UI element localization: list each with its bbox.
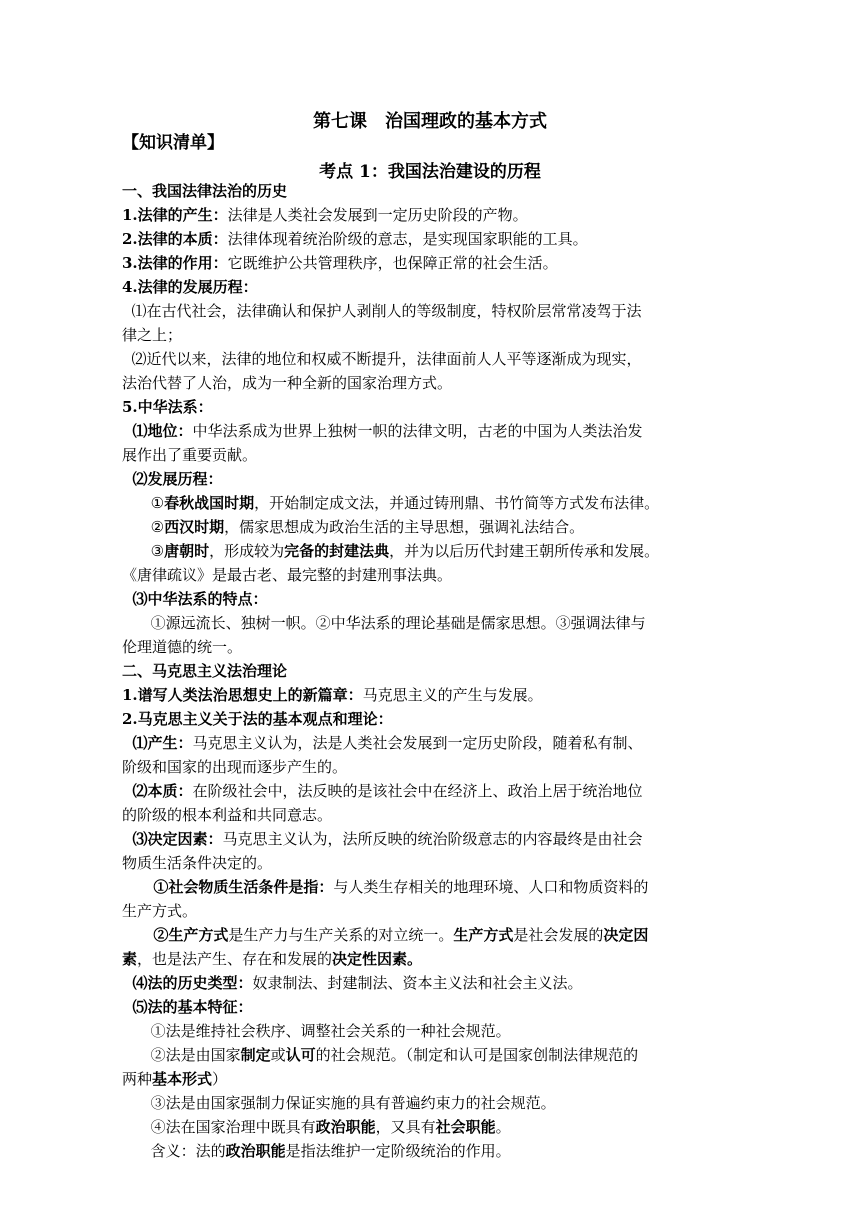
bold-text: ⑶中华法系的特点： (122, 590, 268, 608)
text-line (122, 299, 742, 323)
text-line (122, 419, 742, 443)
bold-text: ⑶决定因素： (122, 830, 223, 848)
text-run: ，又具有 (375, 1118, 436, 1136)
text-run: 。 (495, 1118, 511, 1136)
text-run: 《唐律疏议》是最古老、最完整的封建刑事法典。 (122, 566, 453, 584)
bold-text: 1.法律的产生： (122, 206, 228, 224)
bold-text: 认可 (285, 1046, 316, 1064)
text-line (122, 203, 742, 227)
text-line (122, 611, 742, 635)
text-run: 伦理道德的统一。 (122, 638, 243, 656)
text-run: ② (122, 518, 165, 536)
text-run: 的阶级的根本利益和共同意志。 (122, 806, 333, 824)
text-line (122, 899, 742, 923)
text-line (122, 371, 742, 395)
text-line (122, 251, 742, 275)
bold-text: ①社会物质生活条件是指： (122, 878, 334, 896)
bold-text: ②生产方式 (122, 926, 229, 944)
text-run: 中华法系成为世界上独树一帜的法律文明，古老的中国为人类法治发 (192, 422, 643, 440)
text-line (122, 659, 742, 683)
bold-text: 3.法律的作用： (122, 254, 228, 272)
bold-text: 制定 (240, 1046, 271, 1064)
text-run: 马克思主义认为，法所反映的统治阶级意志的内容最终是由社会 (222, 830, 643, 848)
text-line (122, 539, 742, 563)
text-line (122, 323, 742, 347)
text-line (122, 395, 742, 419)
text-line (122, 995, 742, 1019)
text-run: 在阶级社会中，法反映的是该社会中在经济上、政治上居于统治地位 (192, 782, 643, 800)
text-run: ，儒家思想成为政治生活的主导思想，强调礼法结合。 (224, 518, 585, 536)
text-run: 展作出了重要贡献。 (122, 446, 258, 464)
bold-text: 4.法律的发展历程： (122, 278, 258, 296)
text-line (122, 347, 742, 371)
text-line (122, 683, 742, 707)
text-run: ⑴在古代社会，法律确认和保护人剥削人的等级制度，特权阶层常常凌驾于法 (122, 302, 642, 320)
text-run: 奴隶制法、封建制法、资本主义法和社会主义法。 (252, 974, 583, 992)
text-line (122, 779, 742, 803)
text-run: 法治代替了人治，成为一种全新的国家治理方式。 (122, 374, 453, 392)
text-line (122, 1115, 742, 1139)
text-run: 律之上； (122, 326, 183, 344)
text-line (122, 1019, 742, 1043)
bold-text: 2.马克思主义关于法的基本观点和理论： (122, 710, 393, 728)
bold-text: 基本形式 (152, 1070, 213, 1088)
section-subtitle: 考点 1：我国法治建设的历程 (319, 162, 541, 182)
bold-text: ⑵发展历程： (122, 470, 223, 488)
text-run: 是生产力与生产关系的对立统一。 (228, 926, 454, 944)
text-run: ，也是法产生、存在和发展的 (137, 950, 333, 968)
bold-text: ⑷法的历史类型： (122, 974, 253, 992)
text-run: 或 (270, 1046, 286, 1064)
document-title: 第七课 治国理政的基本方式 (313, 111, 547, 132)
bold-text: 素 (122, 950, 138, 968)
text-run: ③ (122, 542, 165, 560)
text-run: ③法是由国家强制力保证实施的具有普遍约束力的社会规范。 (122, 1094, 556, 1112)
bold-text: ⑴地位： (122, 422, 193, 440)
bold-text: 完备的封建法典 (284, 542, 390, 560)
text-run: 马克思主义的产生与发展。 (362, 686, 543, 704)
text-run: 物质生活条件决定的。 (122, 854, 273, 872)
bold-text: 决定因 (603, 926, 649, 944)
bold-text: 2.法律的本质： (122, 230, 228, 248)
text-line (122, 755, 742, 779)
text-run: ，开始制定成文法，并通过铸刑鼎、书竹简等方式发布法律。 (254, 494, 660, 512)
text-line (122, 803, 742, 827)
text-line (122, 179, 742, 203)
text-line (122, 971, 742, 995)
text-line (122, 1067, 742, 1091)
text-run: ②法是由国家 (122, 1046, 241, 1064)
text-run: 法律是人类社会发展到一定历史阶段的产物。 (227, 206, 528, 224)
bold-text: 1.谱写人类法治思想史上的新篇章： (122, 686, 363, 704)
text-run: ⑵近代以来，法律的地位和权威不断提升，法律面前人人平等逐渐成为现实， (122, 350, 642, 368)
text-line (122, 947, 742, 971)
text-run: 与人类生存相关的地理环境、人口和物质资料的 (333, 878, 649, 896)
text-line (122, 443, 742, 467)
text-run: ，并为以后历代封建王朝所传承和发展。 (389, 542, 660, 560)
bold-text: 社会职能 (435, 1118, 496, 1136)
text-run: 两种 (122, 1070, 153, 1088)
text-run: 的社会规范。（制定和认可是国家创制法律规范的 (315, 1046, 639, 1064)
text-line (122, 1139, 742, 1163)
text-run: 是社会发展的 (513, 926, 604, 944)
text-run: 法律体现着统治阶级的意志，是实现国家职能的工具。 (227, 230, 588, 248)
bold-text: 【知识清单】 (122, 133, 224, 153)
bold-text: 决定性因素。 (332, 950, 423, 968)
bold-text: 政治职能 (315, 1118, 376, 1136)
text-run: ④法在国家治理中既具有 (122, 1118, 316, 1136)
text-run: ① (122, 494, 165, 512)
bold-text: 一、我国法律法治的历史 (122, 182, 288, 200)
text-line (122, 1043, 742, 1067)
text-line (122, 923, 742, 947)
text-run: ） (212, 1070, 228, 1088)
text-run: 含义：法的 (122, 1142, 226, 1160)
text-line (122, 275, 742, 299)
text-run: 马克思主义认为，法是人类社会发展到一定历史阶段，随着私有制、 (192, 734, 643, 752)
bold-text: ⑸法的基本特征： (122, 998, 253, 1016)
text-run: 阶级和国家的出现而逐步产生的。 (122, 758, 348, 776)
text-run: ①源远流长、独树一帜。②中华法系的理论基础是儒家思想。③强调法律与 (122, 614, 646, 632)
bold-text: ⑵本质： (122, 782, 193, 800)
text-line (122, 1091, 742, 1115)
bold-text: 西汉时期 (164, 518, 225, 536)
text-run: ①法是维持社会秩序、调整社会关系的一种社会规范。 (122, 1022, 511, 1040)
text-run: 生产方式。 (122, 902, 198, 920)
text-line (122, 875, 742, 899)
text-line (122, 131, 742, 155)
text-line (122, 515, 742, 539)
text-line (122, 851, 742, 875)
bold-text: 唐朝时 (164, 542, 210, 560)
text-line (122, 587, 742, 611)
bold-text: 政治职能 (225, 1142, 286, 1160)
bold-text: ⑴产生： (122, 734, 193, 752)
text-line (122, 827, 742, 851)
text-line (122, 227, 742, 251)
bold-text: 5.中华法系： (122, 398, 213, 416)
text-run: ，形成较为 (209, 542, 285, 560)
text-line (122, 491, 742, 515)
text-line (122, 467, 742, 491)
bold-text: 生产方式 (453, 926, 514, 944)
text-line (122, 563, 742, 587)
text-line (122, 731, 742, 755)
text-line (122, 707, 742, 731)
bold-text: 二、马克思主义法治理论 (122, 662, 288, 680)
text-line (122, 635, 742, 659)
bold-text: 春秋战国时期 (164, 494, 255, 512)
text-run: 它既维护公共管理秩序，也保障正常的社会生活。 (227, 254, 558, 272)
text-run: 是指法维护一定阶级统治的作用。 (285, 1142, 511, 1160)
